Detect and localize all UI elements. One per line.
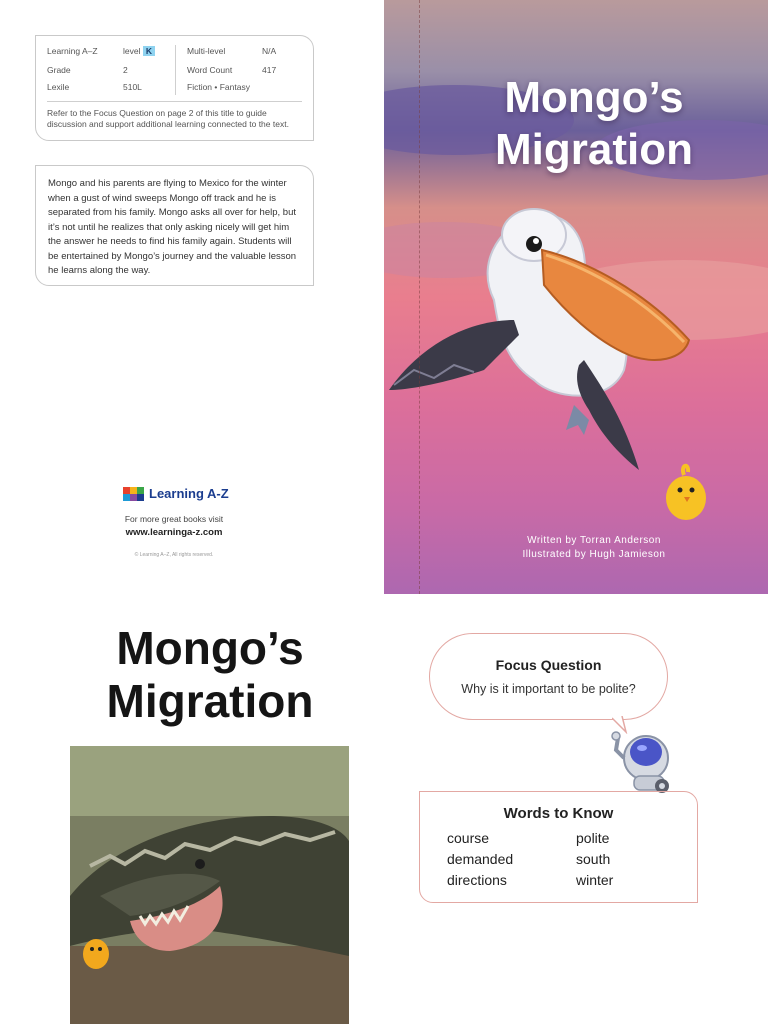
learning-az-logo[interactable] — [123, 486, 253, 504]
info-divider-horizontal — [47, 101, 302, 102]
word-polite: polite — [576, 830, 610, 846]
words-to-know-card — [419, 791, 698, 903]
book-cover — [384, 0, 768, 594]
book-info-card — [35, 35, 314, 141]
words-to-know-heading: Words to Know — [503, 805, 614, 822]
cover-title-line2: Migration — [495, 125, 693, 174]
grade-label: Grade — [47, 65, 71, 75]
word-south: south — [576, 851, 611, 867]
cover-title — [474, 72, 714, 176]
cover-fold-line — [419, 0, 420, 594]
word-winter: winter — [576, 872, 614, 888]
word-course: course — [447, 830, 490, 846]
logo-mark-icon — [123, 487, 145, 501]
logo-text: Learning A-Z — [149, 486, 229, 501]
wordcount-label: Word Count — [187, 65, 233, 75]
wordcount-value: 417 — [262, 65, 277, 75]
crocodile-illustration — [70, 746, 349, 1024]
learning-az-label: Learning A–Z — [47, 46, 98, 56]
info-divider-vertical — [175, 45, 176, 95]
focus-question-bubble — [429, 633, 668, 720]
focus-note: Refer to the Focus Question on page 2 of this title to guide discussion and support additional learning connected to the text. — [47, 108, 289, 129]
page-title — [60, 622, 360, 728]
book-summary: Mongo and his parents are flying to Mexico for the winter when a gust of wind sweeps Mongo off track and he is separated from his family. Mongo asks all over for help, but it’s not until he realizes that only asking nicely will get him the answer he needs to find his family again. Students will be entertained by Mongo’s journey and the valuable lesson he learns along the way. — [35, 165, 314, 286]
publisher-url-link[interactable]: www.learninga-z.com — [125, 527, 223, 538]
focus-question-heading: Focus Question — [495, 657, 602, 673]
cover-author: Written by Torran Anderson — [527, 535, 661, 546]
copyright-text: © Learning A–Z, All rights reserved. — [134, 552, 214, 558]
page-title-line2: Migration — [106, 675, 314, 727]
cover-illustrator: Illustrated by Hugh Jamieson — [522, 549, 666, 560]
robot-mascot-icon — [606, 728, 682, 796]
multilevel-value: N/A — [262, 46, 277, 56]
cover-title-line1: Mongo’s — [504, 73, 684, 122]
multilevel-label: Multi-level — [187, 46, 226, 56]
word-demanded: demanded — [447, 851, 514, 867]
level-label: level K — [123, 46, 155, 56]
level-badge: K — [143, 46, 155, 56]
visit-text: For more great books visit — [124, 514, 224, 524]
word-directions: directions — [447, 872, 507, 888]
genre-label: Fiction • Fantasy — [187, 82, 250, 92]
lexile-value: 510L — [123, 82, 142, 92]
lexile-label: Lexile — [47, 82, 70, 92]
page-title-line1: Mongo’s — [116, 622, 304, 674]
focus-question-text: Why is it important to be polite? — [461, 682, 636, 696]
grade-value: 2 — [123, 65, 128, 75]
